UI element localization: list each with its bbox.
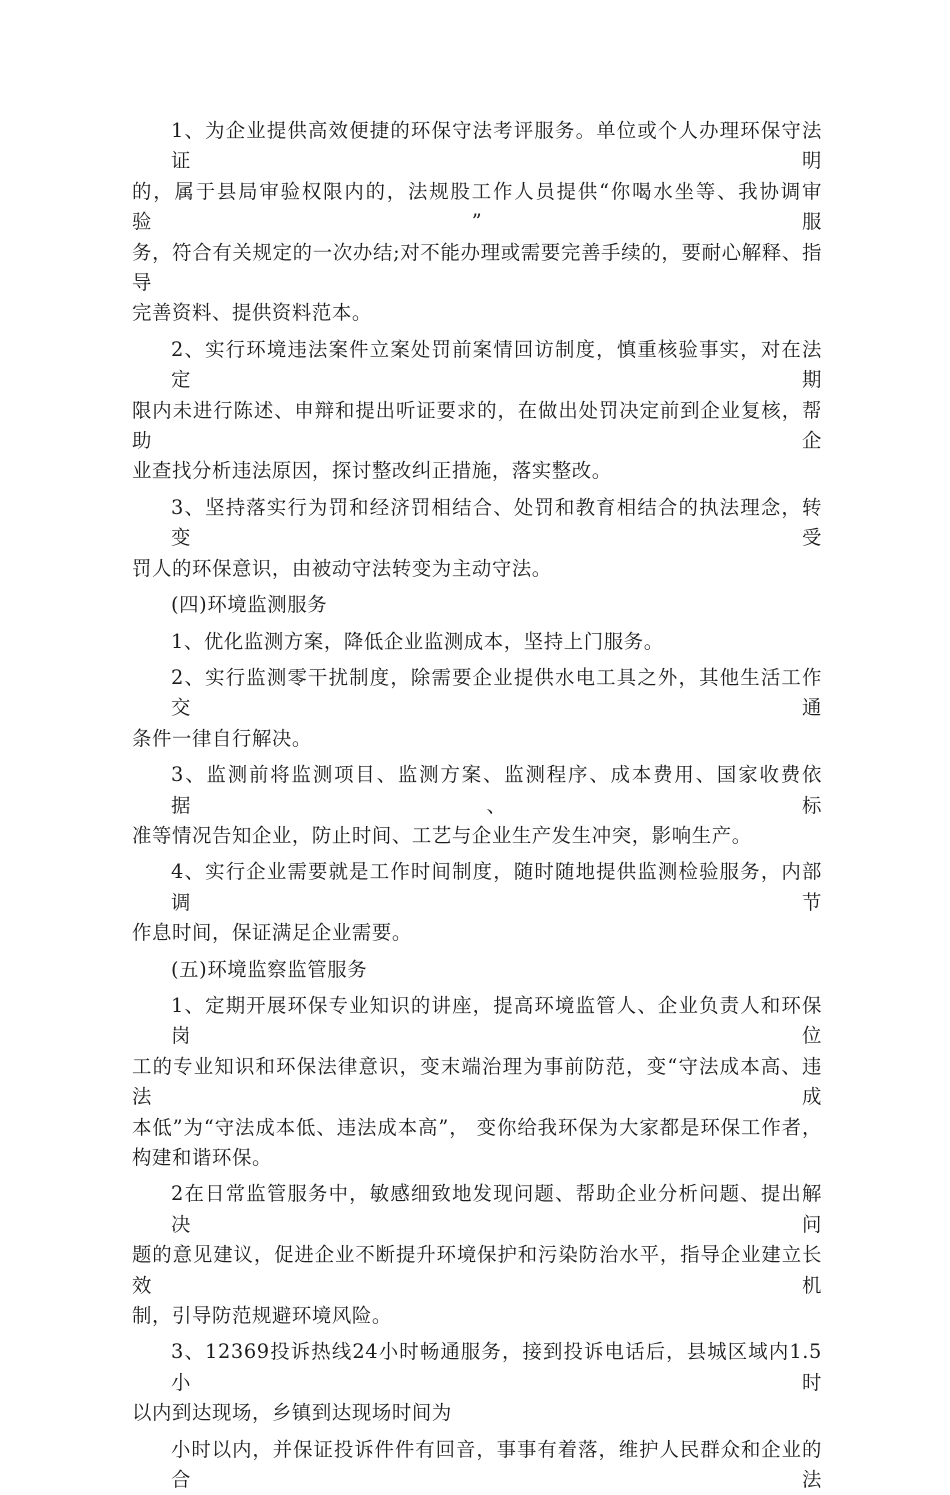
paragraph-1 [132, 116, 822, 329]
text-line: 完善资料、提供资料范本。 [132, 301, 372, 325]
text-line: 2在日常监管服务中，敏感细致地发现问题、帮助企业分析问题、提出解决问 [171, 1182, 822, 1236]
paragraph-2 [132, 335, 822, 487]
text-line: 小时以内，并保证投诉件件有回音，事事有着落，维护人民群众和企业的合法 [171, 1437, 822, 1492]
section-heading-supervision [132, 955, 822, 985]
text-line: 1、为企业提供高效便捷的环保守法考评服务。单位或个人办理环保守法证明 [171, 119, 822, 173]
section-heading-monitoring [132, 590, 822, 620]
text-line: 3、监测前将监测项目、监测方案、监测程序、成本费用、国家收费依据、标 [171, 763, 822, 817]
text-line: 业查找分析违法原因，探讨整改纠正措施，落实整改。 [132, 459, 612, 483]
section-heading: (四)环境监测服务 [171, 593, 328, 617]
text-line: 以内到达现场，乡镇到达现场时间为 [132, 1401, 452, 1425]
text-line: 作息时间，保证满足企业需要。 [132, 921, 412, 945]
text-line: 3、坚持落实行为罚和经济罚相结合、处罚和教育相结合的执法理念，转变受 [171, 495, 822, 550]
text-line: 限内未进行陈述、申辩和提出听证要求的，在做出处罚决定前到企业复核，帮助企 [132, 398, 822, 453]
text-line: 3、12369投诉热线24小时畅通服务，接到投诉电话后，县城区域内1.5小时 [171, 1340, 822, 1394]
text-line: 本低”为“守法成本低、违法成本高”， 变你给我环保为大家都是环保工作者， [132, 1115, 822, 1139]
document-body [132, 116, 822, 1495]
text-line: 题的意见建议，促进企业不断提升环境保护和污染防治水平，指导企业建立长效机 [132, 1243, 822, 1297]
text-line: 务，符合有关规定的一次办结;对不能办理或需要完善手续的，要耐心解释、指导 [132, 240, 822, 295]
text-line: 工的专业知识和环保法律意识，变末端治理为事前防范，变“守法成本高、违法成 [132, 1054, 822, 1109]
text-line: 2、实行环境违法案件立案处罚前案情回访制度，慎重核验事实，对在法定期 [171, 337, 822, 392]
text-line: 条件一律自行解决。 [132, 726, 312, 750]
text-line: 罚人的环保意识，由被动守法转变为主动守法。 [132, 556, 552, 580]
paragraph-12 [132, 1337, 822, 1428]
paragraph-6 [132, 663, 822, 754]
section-heading: (五)环境监察监管服务 [171, 957, 368, 981]
paragraph-7 [132, 760, 822, 851]
text-line: 4、实行企业需要就是工作时间制度，随时随地提供监测检验服务，内部调节 [171, 860, 822, 914]
text-line: 构建和谐环保。 [132, 1146, 272, 1169]
paragraph-5 [132, 627, 822, 657]
paragraph-13 [132, 1435, 822, 1495]
text-line: 1、定期开展环保专业知识的讲座，提高环境监管人、企业负责人和环保岗位 [171, 993, 822, 1048]
paragraph-8 [132, 857, 822, 948]
paragraph-11 [132, 1179, 822, 1331]
text-line: 2、实行监测零干扰制度，除需要企业提供水电工具之外，其他生活工作交通 [171, 665, 822, 720]
text-line: 的，属于县局审验权限内的，法规股工作人员提供“你喝水坐等、我协调审验”服 [132, 179, 822, 234]
paragraph-10 [132, 991, 822, 1173]
text-line: 制，引导防范规避环境风险。 [132, 1304, 392, 1328]
text-line: 1、优化监测方案，降低企业监测成本，坚持上门服务。 [171, 629, 664, 653]
paragraph-3 [132, 493, 822, 584]
text-line: 准等情况告知企业，防止时间、工艺与企业生产发生冲突，影响生产。 [132, 823, 752, 847]
